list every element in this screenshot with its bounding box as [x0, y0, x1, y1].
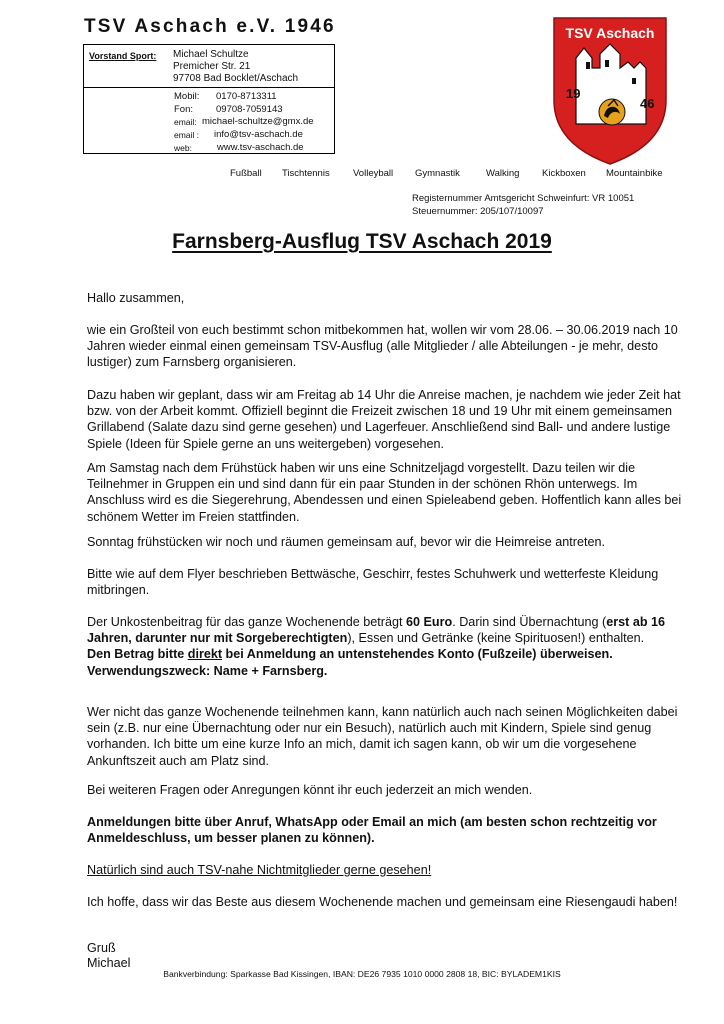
- sport-table-tennis: Tischtennis: [282, 168, 330, 179]
- contact-name: Michael Schultze: [173, 49, 249, 60]
- sport-football: Fußball: [230, 168, 262, 179]
- greeting: Hallo zusammen,: [87, 291, 185, 305]
- email-club[interactable]: info@tsv-aschach.de: [214, 129, 303, 140]
- payment-text-a: Den Betrag bitte: [87, 647, 188, 662]
- sport-gymnastics: Gymnastik: [415, 168, 460, 179]
- paragraph-guests: Natürlich sind auch TSV-nahe Nichtmitglieder gerne gesehen!: [87, 863, 432, 877]
- email-personal[interactable]: michael-schultze@gmx.de: [202, 116, 314, 127]
- costs-age-note: erst ab 16 Jahren, darunter nur mit Sorgeberechtigten: [87, 615, 666, 646]
- mobile-label: Mobil:: [174, 91, 200, 102]
- costs-text-b: . Darin sind Übernachtung (: [452, 615, 607, 629]
- mobile-value: 0170-8713311: [216, 91, 277, 102]
- email-club-label: email :: [174, 130, 200, 140]
- bank-footer: Bankverbindung: Sparkasse Bad Kissingen, IBAN: DE26 7935 1010 0000 2808 18, BIC: BYLADEM1KIS: [163, 969, 561, 979]
- signature: Michael: [87, 956, 131, 970]
- sport-kickboxing: Kickboxen: [542, 168, 586, 179]
- paragraph-closing-wish: Ich hoffe, dass wir das Beste aus diesem Wochenende machen und gemeinsam eine Riesengaudi haben!: [87, 895, 678, 909]
- payment-direct: direkt: [187, 647, 223, 662]
- email-label: email:: [174, 117, 197, 127]
- paragraph-costs: [87, 614, 692, 679]
- register-number: Registernummer Amtsgericht Schweinfurt: VR 10051: [412, 193, 635, 204]
- paragraph-friday: Dazu haben wir geplant, dass wir am Freitag ab 14 Uhr die Anreise machen, je nachdem wie jeder Zeit hat bzw. von der Arbeit kommt. Offiziell beginnt die Freizeit zwischen 18 und 19 Uhr mit einem gemeinsamen Grillabend (Salate dazu sind gerne gesehen) und Lagerfeuer. Anschließend sind Ball- und andere lustige Spiele (Ideen für Spiele gerne an uns weitergeben) vorgesehen.: [87, 388, 681, 451]
- contact-street: Premicher Str. 21: [173, 61, 251, 72]
- paragraph-registration: Anmeldungen bitte über Anruf, WhatsApp oder Email an mich (am besten schon rechtzeitig vor Anmeldeschluss, um besser planen zu können).: [87, 815, 657, 846]
- costs-price: 60 Euro: [406, 615, 453, 629]
- page-title: [0, 230, 724, 254]
- costs-text-c: ), Essen und Getränke (keine Spirituosen!) enthalten.: [347, 631, 645, 646]
- contact-box: [83, 44, 335, 154]
- payment-text-b: bei Anmeldung an untenstehendes Konto (Fußzeile) überweisen.: [222, 647, 613, 662]
- organization-title: TSV Aschach e.V. 1946: [84, 16, 336, 37]
- paragraph-partial: Wer nicht das ganze Wochenende teilnehmen kann, kann natürlich auch nach seinen Möglichkeiten dabei sein (z.B. nur eine Übernachtung oder nur ein Besuch), natürlich auch mit Kindern, Spiele sind genug vorhanden. Ich bitte um eine kurze Info an mich, damit ich sagen kann, ob wir um die vorgesehene Ankunftszeit auch am Platz sind.: [87, 705, 678, 768]
- paragraph-intro: wie ein Großteil von euch bestimmt schon mitbekommen hat, wollen wir vom 28.06. – 30.06.2019 nach 10 Jahren wieder einmal einen gemeinsam TSV-Ausflug (alle Mitglieder / alle Abteilungen - je mehr, desto lustiger) zum Farnsberg organisieren.: [87, 323, 678, 370]
- closing: Gruß: [87, 941, 116, 955]
- web-label: web:: [174, 143, 192, 153]
- phone-value: 09708-7059143: [216, 104, 283, 115]
- page-title-text: Farnsberg-Ausflug TSV Aschach 2019: [172, 230, 552, 253]
- phone-label: Fon:: [174, 104, 194, 115]
- paragraph-packing: Bitte wie auf dem Flyer beschrieben Bettwäsche, Geschirr, festes Schuhwerk und wetterfeste Kleidung mitbringen.: [87, 567, 659, 598]
- contact-box-divider: [84, 87, 334, 88]
- paragraph-questions: Bei weiteren Fragen oder Anregungen könnt ihr euch jederzeit an mich wenden.: [87, 783, 533, 797]
- costs-text-a: Der Unkostenbeitrag für das ganze Wochenende beträgt: [87, 615, 407, 629]
- contact-city: 97708 Bad Bocklet/Aschach: [173, 73, 299, 84]
- club-crest-icon: [548, 14, 672, 166]
- paragraph-saturday: Am Samstag nach dem Frühstück haben wir uns eine Schnitzeljagd vorgestellt. Dazu teilen wir die Teilnehmer in Gruppen ein und sind dann für ein paar Stunden in der schönen Rhön unterwegs. Im Anschluss wird es die Siegerehrung, Abendessen und einen Spieleabend geben. Hoffentlich kann alles bei schönem Wetter im Freien stattfinden.: [87, 461, 682, 524]
- paragraph-sunday: Sonntag frühstücken wir noch und räumen gemeinsam auf, bevor wir die Heimreise antreten.: [87, 535, 606, 549]
- board-label: Vorstand Sport:: [89, 51, 157, 61]
- sport-walking: Walking: [486, 168, 520, 179]
- sport-volleyball: Volleyball: [353, 168, 394, 179]
- logo-year-right: 46: [640, 96, 655, 111]
- logo-year-left: 19: [566, 86, 581, 101]
- logo-text: TSV Aschach: [565, 25, 655, 41]
- sport-mountainbike: Mountainbike: [606, 168, 663, 179]
- club-logo: [548, 14, 672, 166]
- payment-purpose: Verwendungszweck: Name + Farnsberg.: [87, 663, 328, 678]
- tax-number: Steuernummer: 205/107/10097: [412, 206, 544, 217]
- website-link[interactable]: www.tsv-aschach.de: [217, 142, 304, 153]
